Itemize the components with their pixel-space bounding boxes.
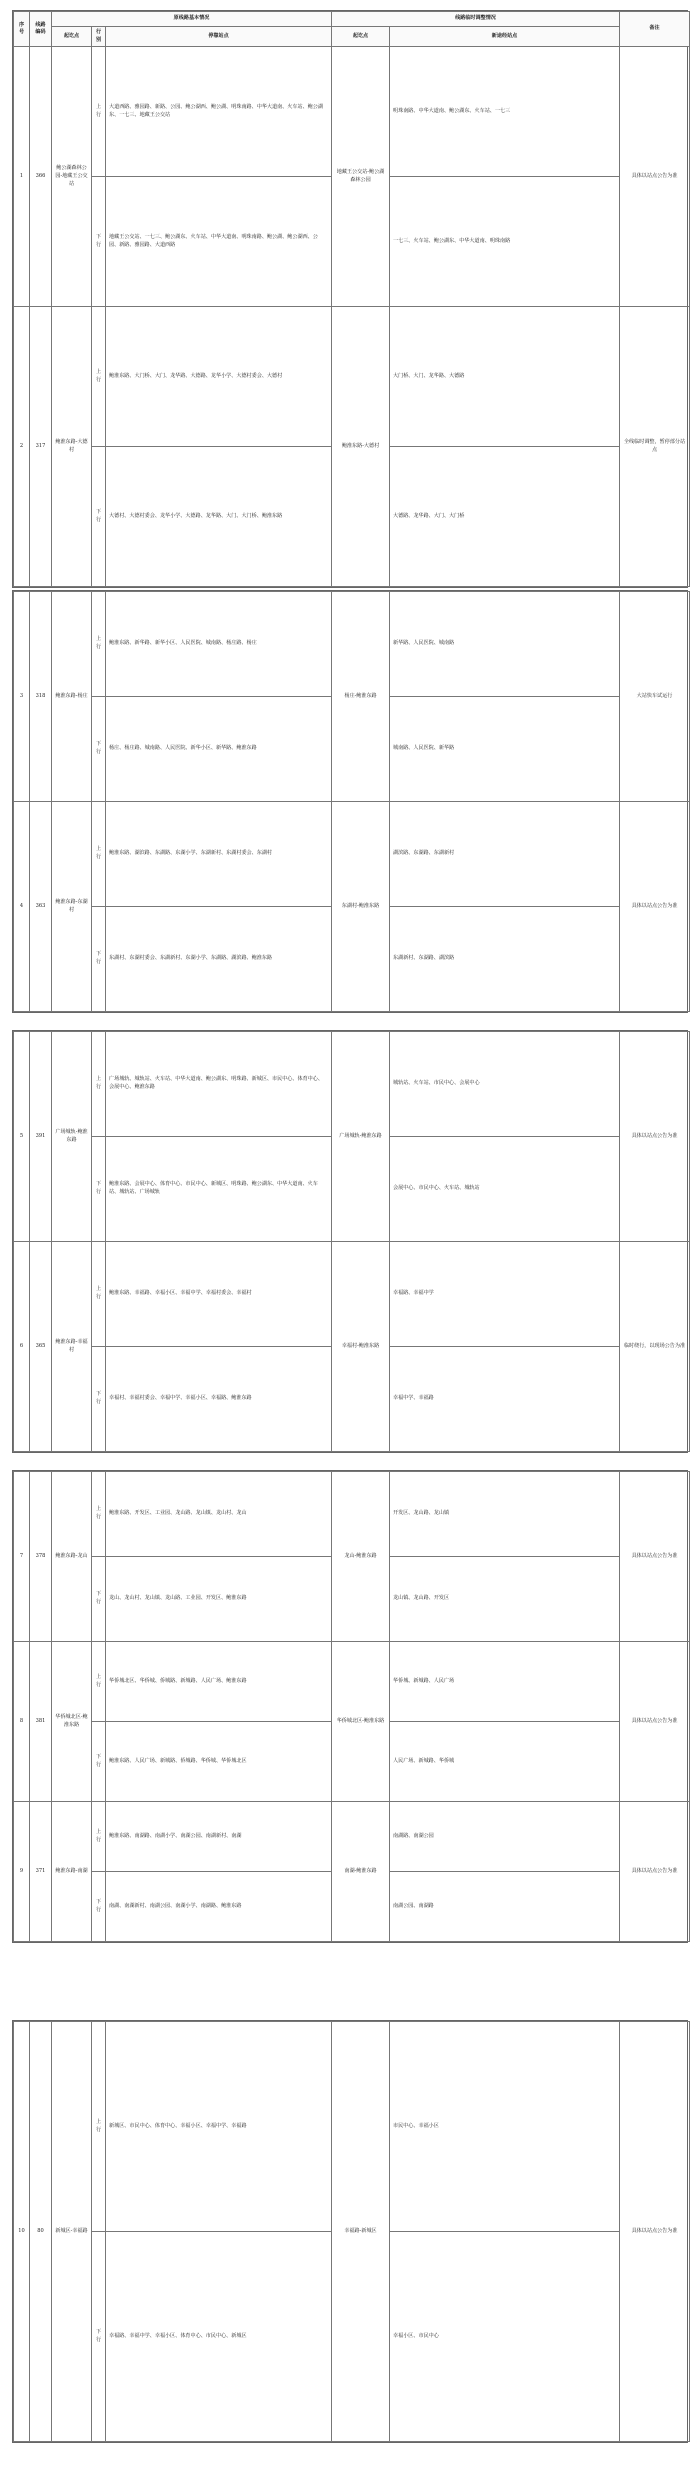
row-new-terminals: 东湖村-鲍淮东路: [332, 802, 390, 1012]
header-orig-stops: 停靠站点: [106, 27, 332, 47]
row-remark: 具体以站点公告为准: [620, 1802, 690, 1942]
row-new-down-stops: 南湖公园、南湖路: [390, 1872, 620, 1942]
direction-up: 上行: [92, 1802, 106, 1872]
row-new-up-stops: 南湖路、南湖公园: [390, 1802, 620, 1872]
table-sheet-4: [12, 1470, 688, 1943]
row-new-up-stops: 湖滨路、东湖路、东湖新村: [390, 802, 620, 907]
table-row: [14, 592, 690, 697]
row-seq: 3: [14, 592, 30, 802]
row-line: 365: [30, 1242, 52, 1452]
row-up-stops: 鲍淮东路、新华路、新华小区、人民医院、城南路、杨庄路、杨庄: [106, 592, 332, 697]
table-row: [14, 1472, 690, 1557]
row-line: 391: [30, 1032, 52, 1242]
header-new-terminals: 起讫点: [332, 27, 390, 47]
row-orig-terminals: 鲍淮东路-大德村: [52, 307, 92, 587]
row-remark: 具体以站点公告为准: [620, 1032, 690, 1242]
table-row: [14, 47, 690, 177]
row-new-up-stops: 市民中心、幸福小区: [390, 2022, 620, 2232]
row-orig-terminals: 鲍公湖森林公园-地藏王公交站: [52, 47, 92, 307]
header-line: 线路编码: [30, 12, 52, 47]
route-adjustment-table: [13, 1031, 690, 1452]
row-new-up-stops: 华侨城、新城路、人民广场: [390, 1642, 620, 1722]
direction-down: 下行: [92, 1347, 106, 1452]
row-line: 371: [30, 1802, 52, 1942]
table-row: [14, 1242, 690, 1347]
row-down-stops: 杨庄、杨庄路、城南路、人民医院、新华小区、新华路、鲍淮东路: [106, 697, 332, 802]
row-up-stops: 广场城轨、城轨站、火车站、中华大道南、鲍公湖东、明珠路、新城区、市民中心、体育中心、会展中心、鲍淮东路: [106, 1032, 332, 1137]
row-seq: 7: [14, 1472, 30, 1642]
row-remark: 全线临时调整，暂停部分站点: [620, 307, 690, 587]
row-up-stops: 鲍淮东路、湖滨路、东湖路、东湖小学、东湖新村、东湖村委会、东湖村: [106, 802, 332, 907]
row-orig-terminals: 新城区-幸福路: [52, 2022, 92, 2442]
row-remark: 具体以站点公告为准: [620, 2022, 690, 2442]
table-row: [14, 307, 690, 447]
row-remark: 具体以站点公告为准: [620, 1642, 690, 1802]
direction-down: 下行: [92, 907, 106, 1012]
row-up-stops: 鲍淮东路、南湖路、南湖小学、南湖公园、南湖新村、南湖: [106, 1802, 332, 1872]
table-row: [14, 1032, 690, 1137]
row-new-down-stops: 大德路、龙华路、大门、大门桥: [390, 447, 620, 587]
row-orig-terminals: 鲍淮东路-龙山: [52, 1472, 92, 1642]
route-adjustment-table: [13, 2021, 690, 2442]
row-new-up-stops: 幸福路、幸福中学: [390, 1242, 620, 1347]
row-seq: 6: [14, 1242, 30, 1452]
direction-up: 上行: [92, 1242, 106, 1347]
row-remark: 具体以站点公告为准: [620, 1472, 690, 1642]
row-new-terminals: 华侨城北区-鲍淮东路: [332, 1642, 390, 1802]
route-adjustment-table: [13, 1471, 690, 1942]
row-up-stops: 大道西路、雅园路、新路、公园、鲍公湖西、鲍公湖、明珠南路、中华大道南、火车站、鲍公湖东、一七三、地藏王公交站: [106, 47, 332, 177]
direction-down: 下行: [92, 1137, 106, 1242]
direction-down: 下行: [92, 177, 106, 307]
row-line: 317: [30, 307, 52, 587]
row-new-down-stops: 人民广场、新城路、华侨城: [390, 1722, 620, 1802]
direction-down: 下行: [92, 697, 106, 802]
row-new-up-stops: 城轨站、火车站、市民中心、会展中心: [390, 1032, 620, 1137]
row-new-terminals: 广场城轨-鲍淮东路: [332, 1032, 390, 1242]
direction-down: 下行: [92, 447, 106, 587]
row-new-terminals: 龙山-鲍淮东路: [332, 1472, 390, 1642]
row-seq: 2: [14, 307, 30, 587]
row-new-down-stops: 一七三、火车站、鲍公湖东、中华大道南、明珠南路: [390, 177, 620, 307]
table-sheet-2: [12, 590, 688, 1013]
row-line: 363: [30, 802, 52, 1012]
direction-up: 上行: [92, 1642, 106, 1722]
row-orig-terminals: 鲍淮东路-南湖: [52, 1802, 92, 1942]
direction-down: 下行: [92, 2232, 106, 2442]
row-up-stops: 鲍淮东路、开发区、工业园、龙山路、龙山镇、龙山村、龙山: [106, 1472, 332, 1557]
row-orig-terminals: 鲍淮东路-幸福村: [52, 1242, 92, 1452]
direction-up: 上行: [92, 2022, 106, 2232]
row-new-down-stops: 龙山镇、龙山路、开发区: [390, 1557, 620, 1642]
row-new-terminals: 南湖-鲍淮东路: [332, 1802, 390, 1942]
row-down-stops: 幸福村、幸福村委会、幸福中学、幸福小区、幸福路、鲍淮东路: [106, 1347, 332, 1452]
direction-up: 上行: [92, 47, 106, 177]
row-down-stops: 鲍淮东路、会展中心、体育中心、市民中心、新城区、明珠路、鲍公湖东、中华大道南、火车站、城轨站、广场城轨: [106, 1137, 332, 1242]
row-seq: 8: [14, 1642, 30, 1802]
direction-down: 下行: [92, 1872, 106, 1942]
header-seq: 序号: [14, 12, 30, 47]
row-line: 378: [30, 1472, 52, 1642]
row-up-stops: 华侨城北区、华侨城、侨城路、新城路、人民广场、鲍淮东路: [106, 1642, 332, 1722]
row-new-down-stops: 城南路、人民医院、新华路: [390, 697, 620, 802]
row-remark: 具体以站点公告为准: [620, 47, 690, 307]
table-row: [14, 802, 690, 907]
row-line: 80: [30, 2022, 52, 2442]
row-new-up-stops: 大门桥、大门、龙华路、大德路: [390, 307, 620, 447]
table-row: [14, 1642, 690, 1722]
row-orig-terminals: 鲍淮东路-东湖村: [52, 802, 92, 1012]
table-row: [14, 1802, 690, 1872]
header-orig-group: 原线路基本情况: [52, 12, 332, 27]
row-remark: 临时绕行，以现场公告为准: [620, 1242, 690, 1452]
row-seq: 10: [14, 2022, 30, 2442]
row-up-stops: 鲍淮东路、幸福路、幸福小区、幸福中学、幸福村委会、幸福村: [106, 1242, 332, 1347]
row-down-stops: 大德村、大德村委会、龙华小学、大德路、龙华路、大门、大门桥、鲍淮东路: [106, 447, 332, 587]
row-orig-terminals: 华侨城北区-鲍淮东路: [52, 1642, 92, 1802]
row-new-terminals: 幸福路-新城区: [332, 2022, 390, 2442]
route-adjustment-table: [13, 11, 690, 587]
row-new-terminals: 幸福村-鲍淮东路: [332, 1242, 390, 1452]
row-down-stops: 龙山、龙山村、龙山镇、龙山路、工业园、开发区、鲍淮东路: [106, 1557, 332, 1642]
direction-down: 下行: [92, 1722, 106, 1802]
direction-up: 上行: [92, 592, 106, 697]
row-new-terminals: 鲍淮东路-大德村: [332, 307, 390, 587]
row-line: 366: [30, 47, 52, 307]
row-seq: 5: [14, 1032, 30, 1242]
direction-down: 下行: [92, 1557, 106, 1642]
header-direction: 行别: [92, 27, 106, 47]
row-remark: 大站快车试运行: [620, 592, 690, 802]
row-orig-terminals: 鲍淮东路-杨庄: [52, 592, 92, 802]
table-sheet-3: [12, 1030, 688, 1453]
row-down-stops: 东湖村、东湖村委会、东湖新村、东湖小学、东湖路、湖滨路、鲍淮东路: [106, 907, 332, 1012]
header-new-group: 线路临时调整情况: [332, 12, 620, 27]
row-up-stops: 新城区、市民中心、体育中心、幸福小区、幸福中学、幸福路: [106, 2022, 332, 2232]
row-line: 381: [30, 1642, 52, 1802]
row-down-stops: 南湖、南湖新村、南湖公园、南湖小学、南湖路、鲍淮东路: [106, 1872, 332, 1942]
row-new-up-stops: 新华路、人民医院、城南路: [390, 592, 620, 697]
row-new-down-stops: 幸福小区、市民中心: [390, 2232, 620, 2442]
row-down-stops: 幸福路、幸福中学、幸福小区、体育中心、市民中心、新城区: [106, 2232, 332, 2442]
row-new-down-stops: 幸福中学、幸福路: [390, 1347, 620, 1452]
row-seq: 1: [14, 47, 30, 307]
row-new-terminals: 杨庄-鲍淮东路: [332, 592, 390, 802]
header-new-stops: 新途经站点: [390, 27, 620, 47]
row-line: 318: [30, 592, 52, 802]
header-orig-terminals: 起讫点: [52, 27, 92, 47]
row-new-terminals: 地藏王公交站-鲍公湖森林公园: [332, 47, 390, 307]
row-orig-terminals: 广场城轨-鲍淮东路: [52, 1032, 92, 1242]
table-sheet-1: [12, 10, 688, 588]
header-remark: 备注: [620, 12, 690, 47]
direction-up: 上行: [92, 1032, 106, 1137]
row-seq: 4: [14, 802, 30, 1012]
row-remark: 具体以站点公告为准: [620, 802, 690, 1012]
table-row: [14, 2022, 690, 2232]
row-new-up-stops: 开发区、龙山路、龙山镇: [390, 1472, 620, 1557]
direction-up: 上行: [92, 307, 106, 447]
row-down-stops: 地藏王公交站、一七三、鲍公湖东、火车站、中华大道南、明珠南路、鲍公湖、鲍公湖西、公园、新路、雅园路、大道西路: [106, 177, 332, 307]
row-down-stops: 鲍淮东路、人民广场、新城路、侨城路、华侨城、华侨城北区: [106, 1722, 332, 1802]
table-sheet-5: [12, 2020, 688, 2443]
row-new-down-stops: 会展中心、市民中心、火车站、城轨站: [390, 1137, 620, 1242]
row-seq: 9: [14, 1802, 30, 1942]
row-new-up-stops: 明珠南路、中华大道南、鲍公湖东、火车站、一七三: [390, 47, 620, 177]
direction-up: 上行: [92, 802, 106, 907]
row-new-down-stops: 东湖新村、东湖路、湖滨路: [390, 907, 620, 1012]
direction-up: 上行: [92, 1472, 106, 1557]
row-up-stops: 鲍淮东路、大门桥、大门、龙华路、大德路、龙华小学、大德村委会、大德村: [106, 307, 332, 447]
route-adjustment-table: [13, 591, 690, 1012]
